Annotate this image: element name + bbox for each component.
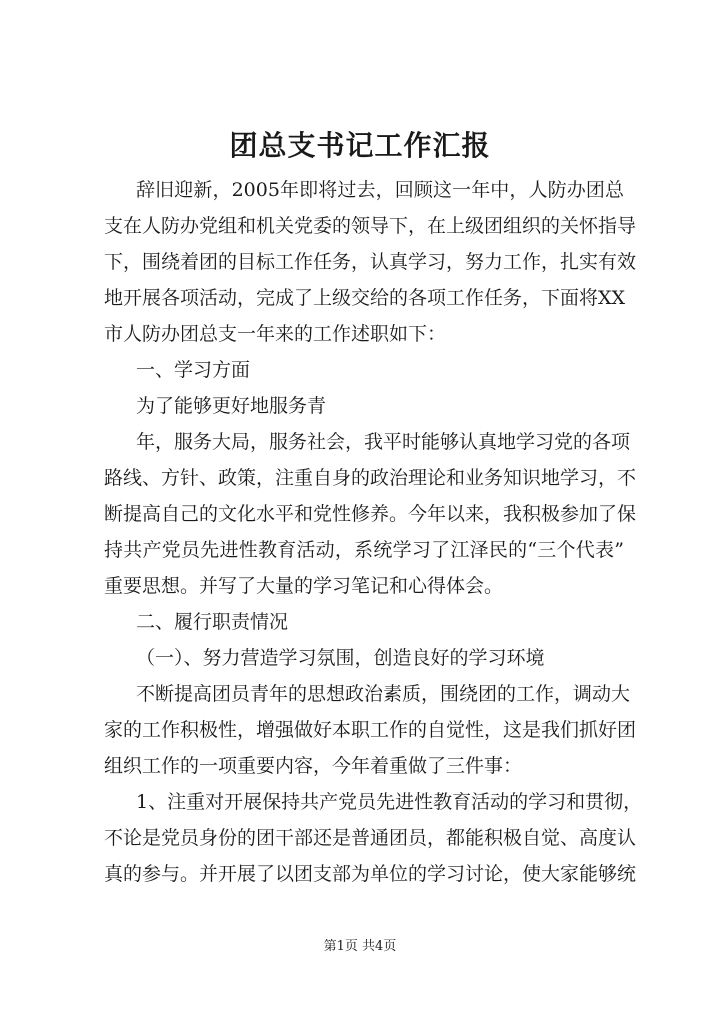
- document-title: 团总支书记工作汇报: [229, 129, 491, 162]
- paragraph-line: 断提高自己的文化水平和党性修养。今年以来，我积极参加了保: [104, 503, 637, 525]
- subsection-heading: （一）、努力营造学习氛围，创造良好的学习环境: [136, 647, 545, 669]
- paragraph-line: 1、注重对开展保持共产党员先进性教育活动的学习和贯彻，: [136, 791, 643, 813]
- paragraph-line: 家的工作积极性，增强做好本职工作的自觉性，这是我们抓好团: [104, 719, 637, 741]
- paragraph-line: 持共产党员先进性教育活动，系统学习了江泽民的“三个代表”: [104, 539, 624, 561]
- paragraph-line: 地开展各项活动，完成了上级交给的各项工作任务，下面将XX: [104, 287, 626, 309]
- document-body: [104, 172, 643, 892]
- paragraph-line: 市人防办团总支一年来的工作述职如下：: [104, 323, 447, 345]
- section-heading: 二、履行职责情况: [136, 611, 289, 633]
- page-footer: 第1页 共4页: [323, 939, 397, 954]
- paragraph-line: 支在人防办党组和机关党委的领导下，在上级团组织的关怀指导: [104, 215, 637, 237]
- paragraph-line: 不断提高团员青年的思想政治素质，围绕团的工作，调动大: [136, 683, 631, 705]
- section-heading: 一、学习方面: [136, 359, 251, 381]
- paragraph-line: 下，围绕着团的目标工作任务，认真学习，努力工作，扎实有效: [104, 251, 637, 273]
- paragraph-line: 辞旧迎新，2005年即将过去，回顾这一年中，人防办团总: [136, 179, 624, 201]
- paragraph-line: 年，服务大局，服务社会，我平时能够认真地学习党的各项: [136, 431, 631, 453]
- paragraph-line: 重要思想。并写了大量的学习笔记和心得体会。: [104, 575, 504, 597]
- paragraph-line: 为了能够更好地服务青: [136, 395, 327, 417]
- paragraph-line: 真的参与。并开展了以团支部为单位的学习讨论，使大家能够统: [104, 863, 637, 885]
- paragraph-line: 组织工作的一项重要内容，今年着重做了三件事：: [104, 755, 523, 777]
- paragraph-line: 路线、方针、政策，注重自身的政治理论和业务知识地学习，不: [104, 467, 637, 489]
- paragraph-line: 不论是党员身份的团干部还是普通团员，都能积极自觉、高度认: [104, 827, 637, 849]
